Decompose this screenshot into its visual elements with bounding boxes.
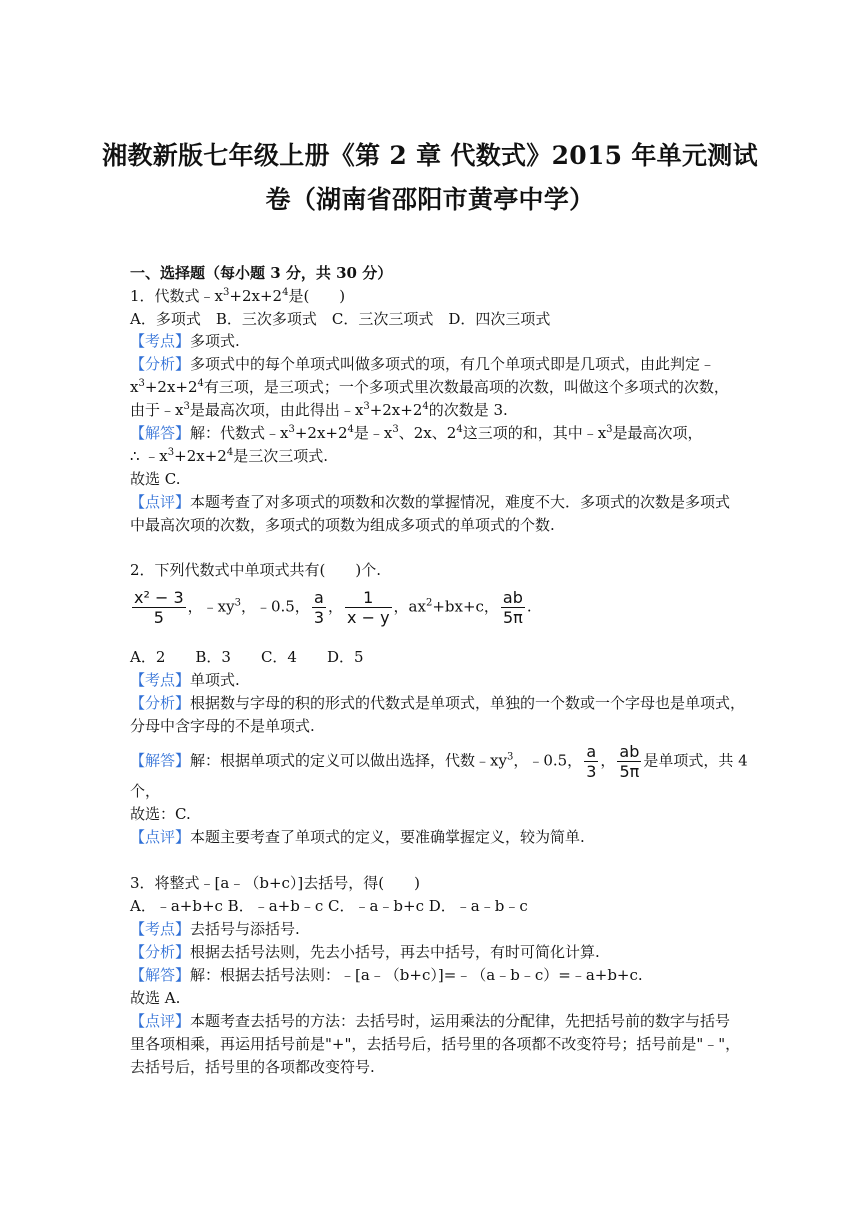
fenxi-tag: 【分析】 <box>130 694 191 712</box>
q3-dianping-2: 里各项相乘，再运用括号前是"+"，去括号后，括号里的各项都不改变符号；括号前是"﹣"， <box>130 1035 741 1053</box>
q3-answer: 故选 A. <box>130 989 181 1007</box>
q1-dianping-1: 【点评】本题考查了对多项式的项数和次数的掌握情况，难度不大．多项式的次数是多项式 <box>130 493 731 511</box>
q3-kaodian: 【考点】去括号与添括号. <box>130 920 300 938</box>
fraction-ab-over-5pi: $\frac{ab}{5\pi}$ <box>502 588 523 627</box>
q3-fenxi: 【分析】根据去括号法则，先去小括号，再去中括号，有时可简化计算. <box>130 943 600 961</box>
q2-jieda-1: 【解答】解：根据单项式的定义可以做出选择，代数$﹣xy^3$，﹣0.5， $\frac{a}{3}$ ， $\frac{ab}{5\pi}$ 是单项式，共 4 <box>130 742 748 781</box>
fraction-a-over-3: $\frac{a}{3}$ <box>313 588 324 627</box>
kaodian-tag: 【考点】 <box>130 332 191 350</box>
q3-stem: 3．将整式﹣[a﹣（b+c）]去括号，得( ) <box>130 874 420 892</box>
fraction-1-over-x-minus-y: $\frac{1}{x - y}$ <box>347 588 390 627</box>
fenxi-tag: 【分析】 <box>130 355 191 373</box>
q2-expression-list: $\frac{\text{x² − 3}}{5}$ ，$﹣xy^3$，﹣0.5， $\frac{a}{3}$ ， $\frac{1}{x - y}$ ，$ax^2+bx+c$， $\frac{ab}{5\pi}$ . <box>134 588 532 627</box>
q1-jieda-1: 【解答】解：代数式$﹣x^3+2x+2^4$是$﹣x^3$、2x、$2^4$这三项的和，其中$﹣x^3$是最高次项， <box>130 424 703 442</box>
q1-jieda-2: ∴ $﹣x^3+2x+2^4$是三次三项式. <box>130 447 328 465</box>
q2-fenxi-1: 【分析】根据数与字母的积的形式的代数式是单项式，单独的一个数或一个字母也是单项式， <box>130 694 746 712</box>
q1-options: A．多项式 B．三次多项式 C．三次三项式 D．四次三项式 <box>130 310 551 328</box>
q3-dianping-1: 【点评】本题考查去括号的方法：去括号时，运用乘法的分配律，先把括号前的数字与括号 <box>130 1012 731 1030</box>
q2-jieda-2: 个， <box>130 782 161 800</box>
q2-stem: 2．下列代数式中单项式共有( )个. <box>130 561 382 579</box>
q3-options: A．﹣a+b+c B．﹣a+b﹣c C．﹣a﹣b+c D．﹣a﹣b﹣c <box>130 897 528 915</box>
fraction-a-over-3: $\frac{a}{3}$ <box>586 742 597 781</box>
q1-kaodian: 【考点】多项式. <box>130 332 240 350</box>
q2-fenxi-2: 分母中含字母的不是单项式. <box>130 717 315 735</box>
jieda-tag: 【解答】 <box>130 966 191 984</box>
fenxi-tag: 【分析】 <box>130 943 191 961</box>
dianping-tag: 【点评】 <box>130 828 191 846</box>
q1-fenxi-2: $x^3+2x+2^4$有三项，是三项式；一个多项式里次数最高项的次数，叫做这个多项式的次数， <box>130 378 729 396</box>
q2-answer: 故选：C. <box>130 805 191 823</box>
dianping-tag: 【点评】 <box>130 1012 191 1030</box>
q1-dianping-2: 中最高次项的次数，多项式的项数为组成多项式的单项式的个数. <box>130 516 555 534</box>
q1-fenxi-1: 【分析】多项式中的每个单项式叫做多项式的项，有几个单项式即是几项式，由此判定﹣ <box>130 355 716 373</box>
q1-fenxi-3: 由于$﹣x^3$是最高次项，由此得出$﹣x^3+2x+2^4$的次数是 3. <box>130 401 508 419</box>
fraction-x2-minus-3-over-5: $\frac{\text{x² − 3}}{5}$ <box>134 588 184 627</box>
kaodian-tag: 【考点】 <box>130 671 191 689</box>
dianping-tag: 【点评】 <box>130 493 191 511</box>
q3-jieda: 【解答】解：根据去括号法则：﹣[a﹣（b+c）]=﹣（a﹣b﹣c）=﹣a+b+c. <box>130 966 643 984</box>
q1-answer: 故选 C. <box>130 470 181 488</box>
q3-dianping-3: 去括号后，括号里的各项都改变符号. <box>130 1058 375 1076</box>
document-title-line2: 卷（湖南省邵阳市黄亭中学） <box>265 185 595 214</box>
section-heading: 一、选择题（每小题 3 分，共 30 分） <box>130 264 393 282</box>
q2-options: A．2 B．3 C．4 D．5 <box>130 648 364 666</box>
jieda-tag: 【解答】 <box>130 424 191 442</box>
jieda-tag: 【解答】 <box>130 751 191 770</box>
document-title-line1: 湘教新版七年级上册《第 2 章 代数式》2015 年单元测试 <box>102 141 758 170</box>
q1-stem: 1．代数式$﹣x^3+2x+2^4$是( ) <box>130 287 346 305</box>
q2-dianping: 【点评】本题主要考查了单项式的定义，要准确掌握定义，较为简单. <box>130 828 585 846</box>
fraction-ab-over-5pi: $\frac{ab}{5\pi}$ <box>619 742 640 781</box>
q2-kaodian: 【考点】单项式. <box>130 671 240 689</box>
kaodian-tag: 【考点】 <box>130 920 191 938</box>
